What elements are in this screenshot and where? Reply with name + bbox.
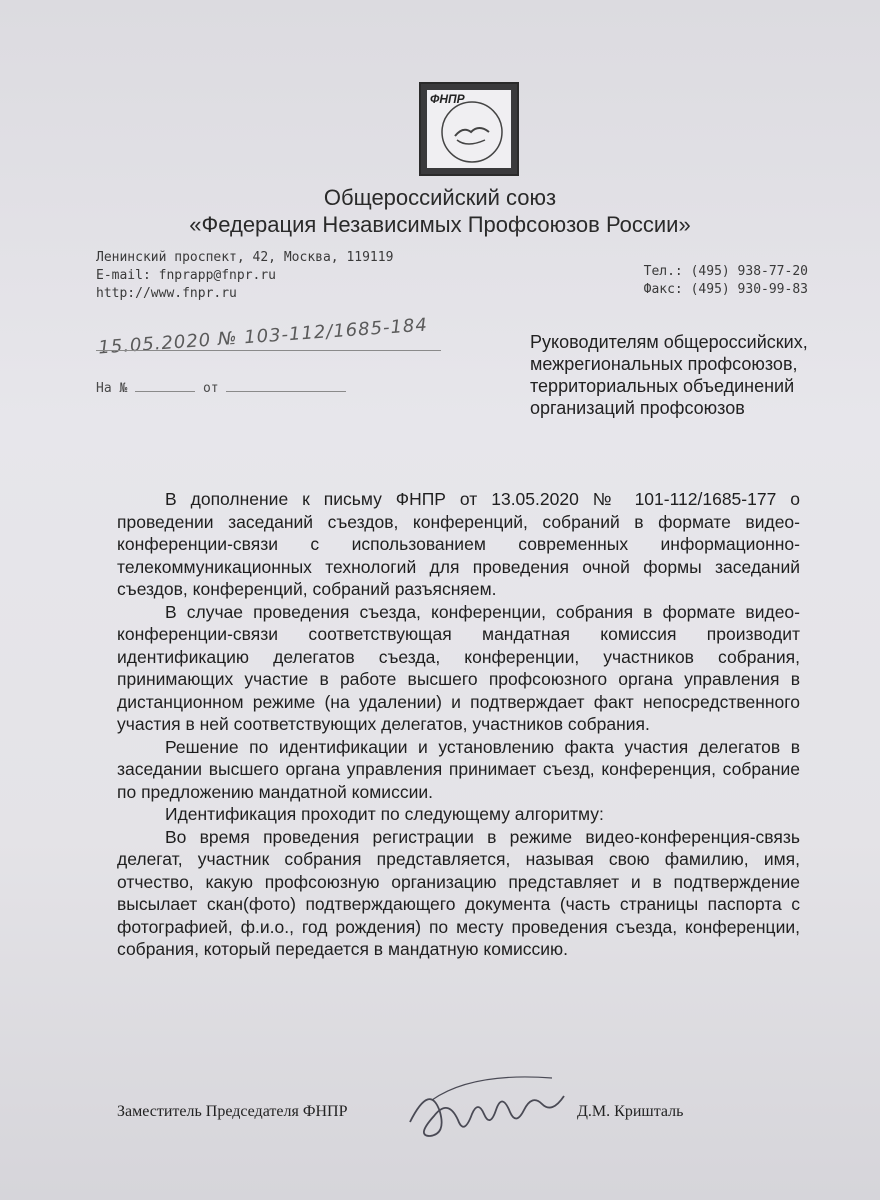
- recipient-line: организаций профсоюзов: [530, 398, 745, 418]
- fax: Факс: (495) 930-99-83: [643, 282, 808, 297]
- body-paragraph: Во время проведения регистрации в режиме видео-конференция-связь делегат, участник собрания представляется, называя свою фамилию, имя, отчество, какую профсоюзную организацию представляет и в подтверждение высылает скан(фото) подтверждающего документа (часть страницы паспорта с фотографией, ф.и.о., год рождения) по месту проведения съезда, конференции, собрания, который передается в мандатную комиссию.: [117, 826, 800, 959]
- email: E-mail: fnprapp@fnpr.ru: [96, 268, 277, 283]
- handshake-emblem-icon: [427, 90, 511, 168]
- body-paragraph: Идентификация проходит по следующему алгоритму:: [165, 804, 604, 824]
- body-paragraph: Решение по идентификации и установлению факта участия делегатов в заседании высшего органа управления принимает съезд, конференция, собрание по предложению мандатной комиссии.: [117, 736, 800, 802]
- ot-label: от: [202, 381, 219, 396]
- handwritten-signature: [402, 1070, 582, 1150]
- contact-left: [96, 249, 393, 303]
- address: Ленинский проспект, 42, Москва, 119119: [96, 250, 394, 265]
- incoming-reference: [96, 381, 346, 396]
- signatory-name: Д.М. Кришталь: [577, 1103, 684, 1120]
- number-underline: [96, 350, 441, 351]
- recipient-line: межрегиональных профсоюзов,: [530, 354, 798, 374]
- signatory-position: Заместитель Председателя ФНПР: [117, 1103, 348, 1120]
- org-line-2: «Федерация Независимых Профсоюзов России»: [189, 212, 691, 237]
- recipient-line: Руководителям общероссийских,: [530, 332, 808, 352]
- org-line-1: Общероссийский союз: [323, 185, 557, 210]
- letter-body: [117, 488, 800, 961]
- organization-header: [140, 184, 740, 238]
- fnpr-logo: [419, 82, 519, 176]
- website: http://www.fnpr.ru: [96, 286, 237, 301]
- logo-text: ФНПР: [430, 92, 465, 106]
- recipient-block: [530, 331, 860, 419]
- outgoing-number: 15.05.2020 № 103-112/1685-184: [97, 314, 429, 359]
- recipient-line: территориальных объединений: [530, 376, 795, 396]
- contact-right: [633, 263, 808, 299]
- body-paragraph: В случае проведения съезда, конференции, собрания в формате видео-конференции-связи соответствующая мандатная комиссия производит идентификацию делегатов съезда, конференции, участников собрания, принимающих участие в работе высшего профсоюзного органа управления в дистанционном режиме (на удалении) и подтверждает факт непосредственного участия в ней соответствующих делегатов, участников собрания.: [117, 601, 800, 734]
- phone: Тел.: (495) 938-77-20: [643, 264, 808, 279]
- body-paragraph: В дополнение к письму ФНПР от 13.05.2020 № 101-112/1685-177 о проведении заседаний съездов, конференций, собраний в формате видео-конференции-связи с использованием современных информационно-телекоммуникационных технологий для проведения очной формы заседаний съездов, конференций, собраний разъясняем.: [117, 489, 800, 599]
- na-label: На №: [96, 381, 128, 396]
